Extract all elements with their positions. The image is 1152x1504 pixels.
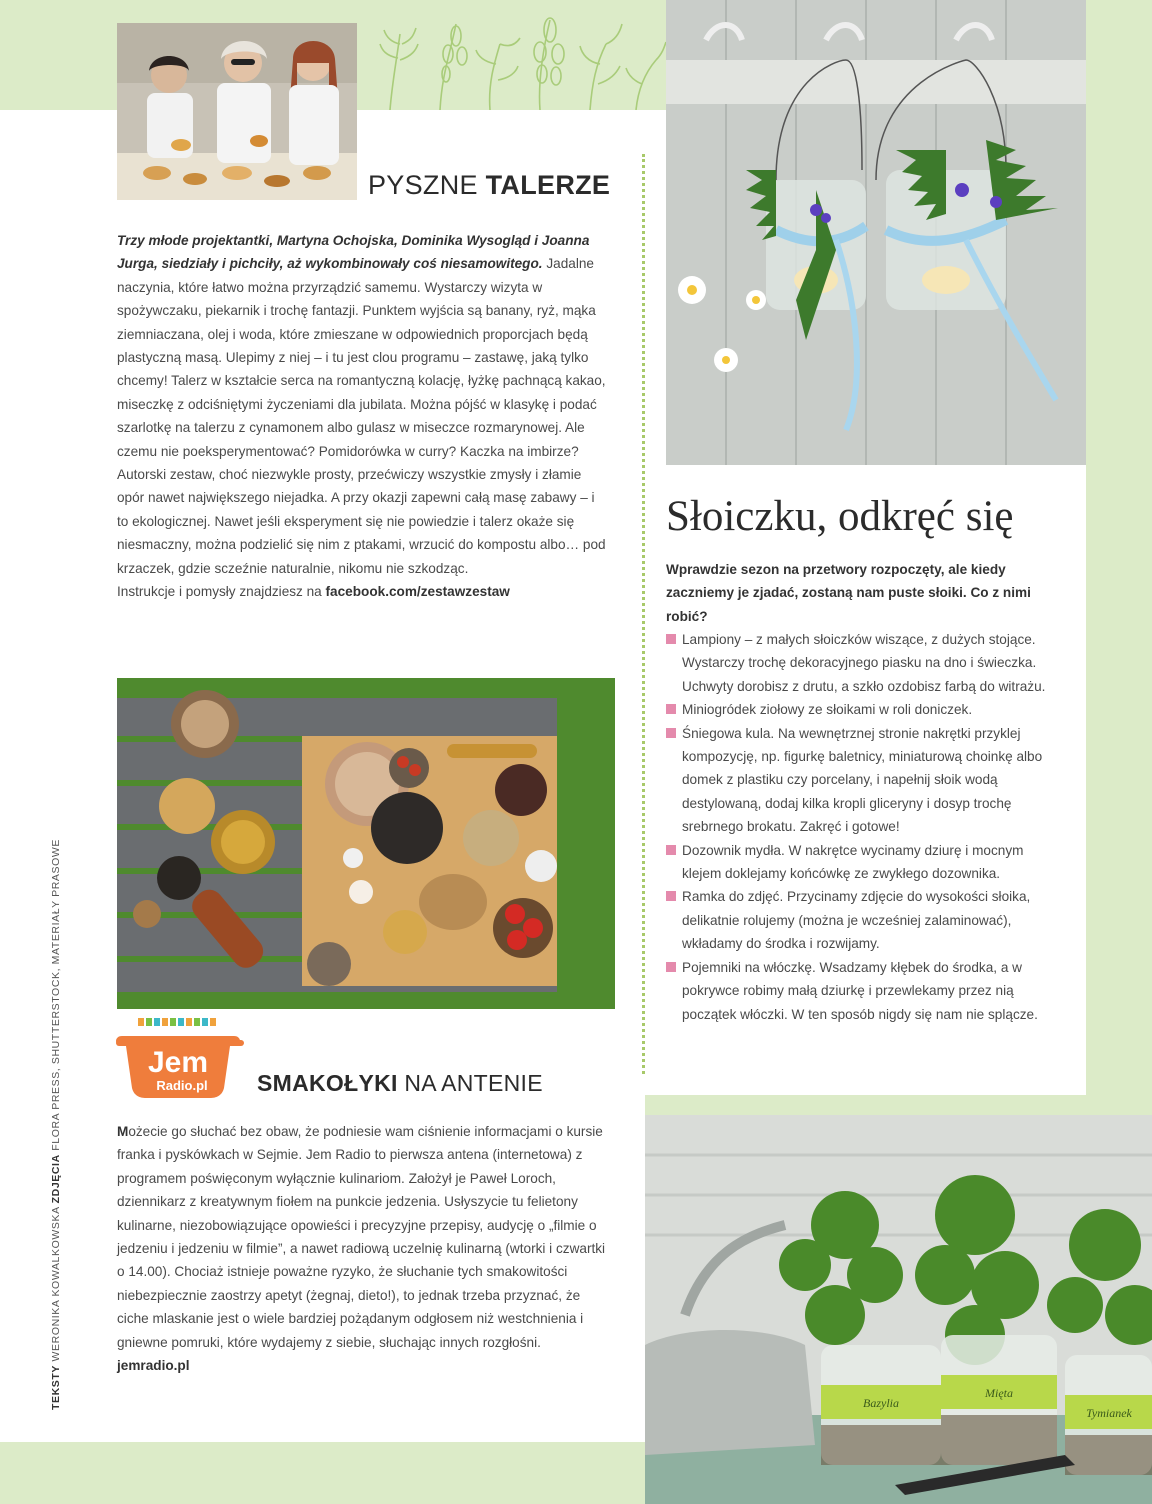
tip-text: Pojemniki na włóczkę. Wsadzamy kłębek do środka, a w pokrywce robimy małą dziurkę i przewlekamy przez nią początek włóczki. W ten sposób nigdy się nam nie splącze. xyxy=(682,959,1038,1022)
tip-item-photo-frame xyxy=(666,885,1066,955)
pink-square-bullet-icon xyxy=(666,728,676,738)
article2-link-line xyxy=(117,1354,607,1377)
sloiczku-intro: Wprawdzie sezon na przetwory rozpoczęty, ale kiedy zaczniemy je zjadać, zostaną nam puste słoiki. Co z nimi robić? xyxy=(666,562,1031,624)
heading2-light-part: NA ANTENIE xyxy=(397,1070,543,1096)
designers-photo xyxy=(117,23,357,200)
tip-text: Dozownik mydła. W nakrętce wycinamy dziurę i mocnym klejem doklejamy końcówkę ze zwykłego dozownika. xyxy=(682,842,1024,882)
instructions-text: Instrukcje i pomysły znajdziesz na xyxy=(117,584,326,600)
pyszne-talerze-heading xyxy=(368,170,610,201)
jar-tips-list xyxy=(666,628,1066,1026)
jemradio-link[interactable]: jemradio.pl xyxy=(117,1358,190,1374)
smakolyki-body xyxy=(117,1120,607,1377)
jar-lanterns-photo xyxy=(666,0,1086,465)
article2-paragraph xyxy=(117,1120,607,1354)
equalizer-icon xyxy=(138,1018,216,1026)
tip-text: Lampiony – z małych słoiczków wiszące, z dużych stojące. Wystarczy trochę dekoracyjnego piasku na dno i świeczka. Uchwyty dorobisz z drutu, a szkło ozdobisz farbą do witrażu. xyxy=(682,632,1046,694)
article1-lead: Trzy młode projektantki, Martyna Ochojska, Dominika Wysogląd i Joanna Jurga, siedziały i pichciły, aż wykombinowały coś niesamowitego. xyxy=(117,233,590,272)
jem-radio-logo xyxy=(116,1018,246,1098)
article2-text: ożecie go słuchać bez obaw, że podniesie wam ciśnienie informacjami o kursie franka i pyskówkach w Sejmie. Jem Radio to pierwsza antena (internetowa) z programem poświęconym wyłącznie kulinariom. Założył je Paweł Loroch, dziennikarz z kreatywnym fiołem na punkcie jedzenia. Usłyszycie tu felietony kulinarne, niezobowiązujące opowieści i precyzyjne przepisy, audycję o „filmie o jedzeniu i jedzeniu w filmie”, a nawet radiową uczelnię kulinarną (wtorki i czwartki o 14.00). Chociaż istnieje poważne ryzyko, że słuchanie tych smakowitości niebezpiecznie zaostrzy apetyt (żegnaj, dieto!), to jednak trzeba przyznać, że ciche mlaskanie jest o wiele bardziej pożądanym odgłosem niż westchnienia i gniewne pomruki, które wydajemy z siebie, słuchając innych rozgłośni. xyxy=(117,1124,606,1350)
pink-square-bullet-icon xyxy=(666,634,676,644)
article1-paragraph xyxy=(117,229,607,580)
herb-jars-illustration xyxy=(645,1115,1152,1504)
edible-plates-photo xyxy=(117,678,615,1009)
credits-photos-sources: FLORA PRESS, SHUTTERSTOCK, MATERIAŁY PRASOWE xyxy=(50,839,62,1155)
heading-light-part: PYSZNE xyxy=(368,170,486,200)
pink-square-bullet-icon xyxy=(666,962,676,972)
article1-instructions xyxy=(117,580,607,603)
mid-green-band xyxy=(645,1095,1152,1115)
column-divider xyxy=(642,154,645,1074)
designers-photo-illustration xyxy=(117,23,357,200)
pink-square-bullet-icon xyxy=(666,891,676,901)
sloiczku-title: Słoiczku, odkręć się xyxy=(666,493,1014,540)
heading2-bold-part: SMAKOŁYKI xyxy=(257,1070,398,1096)
tip-item-soap-dispenser xyxy=(666,839,1066,886)
credits-texts-author: WERONIKA KOWALKOWSKA xyxy=(50,1203,62,1365)
herb-illustration xyxy=(370,14,666,110)
heading-bold-part: TALERZE xyxy=(485,170,611,200)
edible-plates-illustration xyxy=(117,678,615,1009)
jar-label-1: Bazylia xyxy=(863,1396,899,1410)
jar-label-2: Mięta xyxy=(985,1386,1013,1400)
smakolyki-heading xyxy=(257,1070,543,1097)
tip-item-yarn-holder xyxy=(666,956,1066,1026)
tip-item-herb-garden xyxy=(666,698,1066,721)
facebook-link[interactable]: facebook.com/zestawzestaw xyxy=(325,584,510,600)
article2-dropcap: M xyxy=(117,1124,129,1139)
tip-item-snow-globe xyxy=(666,722,1066,839)
bottom-green-band xyxy=(0,1442,645,1504)
logo-sub: Radio.pl xyxy=(156,1078,208,1093)
photo-credits xyxy=(50,839,62,1410)
tip-item-lanterns xyxy=(666,628,1066,698)
article1-text: Jadalne naczynia, które łatwo można przyrządzić samemu. Wystarczy wizyta w spożywczaku, piekarnik i trochę fantazji. Punktem wyjścia są banany, ryż, mąka ziemniaczana, olej i woda, które zmieszane w odpowiednich proporcjach będą plastyczną masą. Ulepimy z niej – i tu jest clou programu – zastawę, jaką tylko chcemy! Talerz w kształcie serca na romantyczną kolację, łyżkę pachnącą kakao, miseczkę z odciśniętymi życzeniami dla jubilata. Można pójść w klasykę i podać szarlotkę na talerzu z cynamonem albo gulasz w miseczce rozmarynowej. Ale czemu nie poeksperymentować? Pomidorówka w curry? Kaczka na imbirze? Autorski zestaw, choć niezwykle prosty, przećwiczy wszystkie zmysły i złamie opór nawet największego niejadka. A przy okazji zapewni całą masę zabawy – i to ekologicznej. Nawet jeśli eksperyment się nie powiedzie i talerz okaże się niesmaczny, można podzielić się nim z ptakami, wrzucić do kompostu albo… pod krzaczek, gdzie sczeźnie naturalnie, nikomu nie szkodząc. xyxy=(117,256,606,576)
herb-jars-photo xyxy=(645,1115,1152,1504)
pink-square-bullet-icon xyxy=(666,704,676,714)
jar-lanterns-illustration xyxy=(666,0,1086,465)
credits-texts-label: TEKSTY xyxy=(50,1364,62,1410)
credits-photos-label: ZDJĘCIA xyxy=(50,1154,62,1204)
tip-text: Ramka do zdjęć. Przycinamy zdjęcie do wysokości słoika, delikatnie rolujemy (można je wcześniej zalaminować), wkładamy do środka i rozwijamy. xyxy=(682,889,1031,952)
jar-label-3: Tymianek xyxy=(1086,1406,1132,1420)
pink-square-bullet-icon xyxy=(666,845,676,855)
tip-text: Miniogródek ziołowy ze słoikami w roli doniczek. xyxy=(682,702,973,718)
logo-word: Jem xyxy=(147,1046,209,1079)
tip-text: Śniegowa kula. Na wewnętrznej stronie nakrętki przyklej kompozycję, np. figurkę baletnicy, miniaturową choinkę albo domek z plastiku czy porcelany, i napełnij słoik wodą destylowaną, dodaj kilka kropli gliceryny i dosyp trochę srebrnego brokatu. Zakręć i gotowe! xyxy=(682,725,1043,835)
pyszne-talerze-body xyxy=(117,229,607,604)
